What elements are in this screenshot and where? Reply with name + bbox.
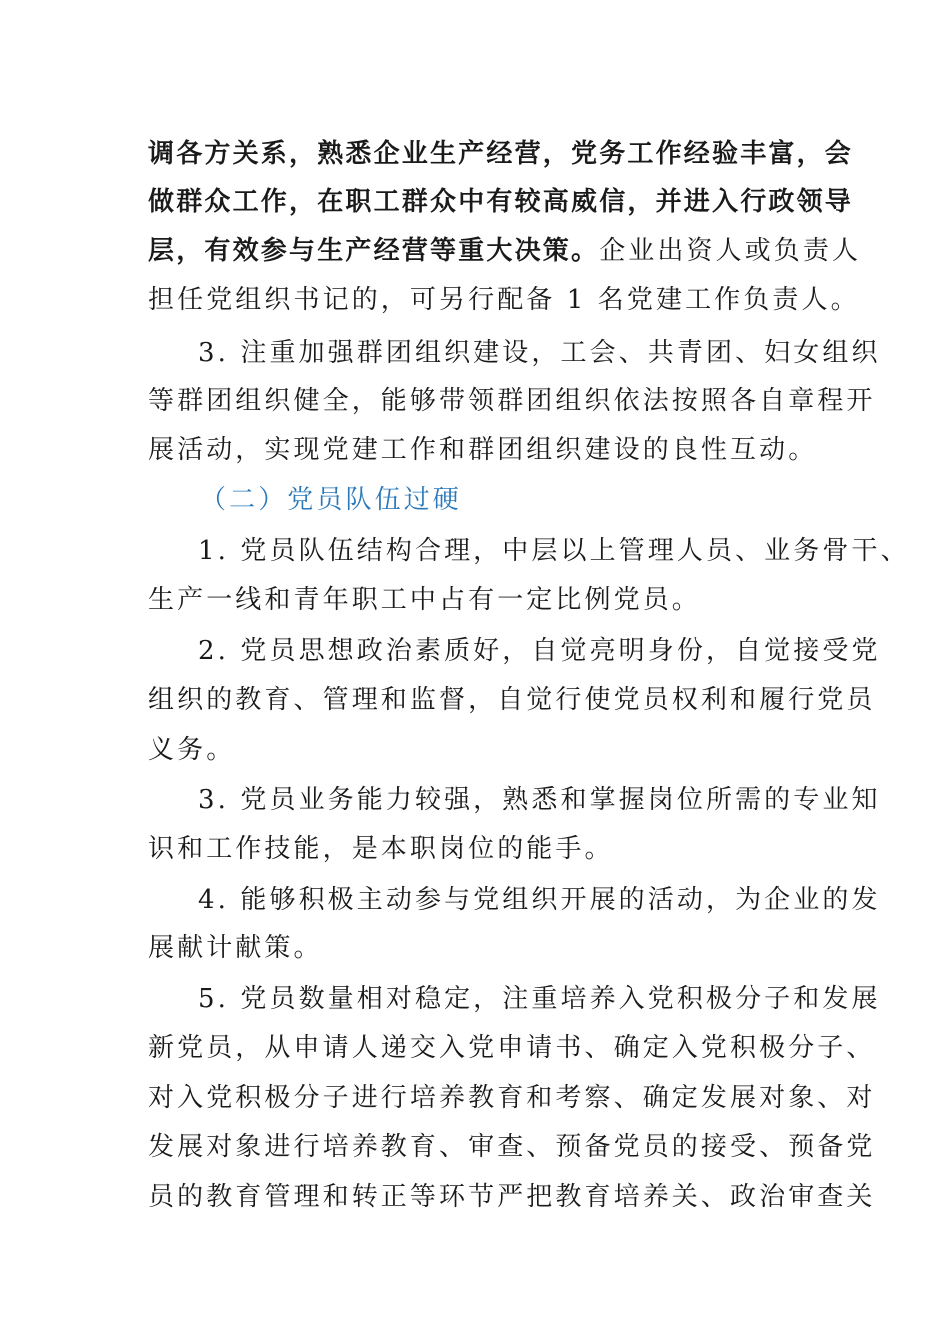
paragraph-line-22 <box>148 1177 876 1217</box>
normal-text: 展献计献策。 <box>148 933 323 963</box>
normal-text: 担任党组织书记的，可另行配备 1 名党建工作负责人。 <box>148 285 860 315</box>
heading-text: （二）党员队伍过硬 <box>200 485 462 515</box>
bold-text: 层，有效参与生产经营等重大决策。 <box>148 236 600 266</box>
normal-text: 展活动，实现党建工作和群团组织建设的良性互动。 <box>148 435 818 465</box>
section-heading <box>200 480 462 520</box>
paragraph-line-11 <box>198 631 881 671</box>
paragraph-line-15 <box>148 829 614 869</box>
bold-text: 做群众工作，在职工群众中有较高威信，并进入行政领导 <box>148 187 854 217</box>
bold-text: 调各方关系，熟悉企业生产经营，党务工作经验丰富，会 <box>148 139 854 169</box>
paragraph-line-16 <box>198 880 881 920</box>
normal-text: 4. 能够积极主动参与党组织开展的活动，为企业的发 <box>198 885 881 915</box>
paragraph-line-14 <box>198 780 881 820</box>
normal-text: 新党员，从申请人递交入党申请书、确定入党积极分子、 <box>148 1033 876 1063</box>
paragraph-line-10 <box>148 580 701 620</box>
paragraph-line-3 <box>148 231 861 271</box>
normal-text: 1. 党员队伍结构合理，中层以上管理人员、业务骨干、 <box>198 536 910 566</box>
normal-text: 5. 党员数量相对稳定，注重培养入党积极分子和发展 <box>198 984 881 1014</box>
normal-text: 组织的教育、管理和监督，自觉行使党员权利和履行党员 <box>148 685 876 715</box>
normal-text: 企业出资人或负责人 <box>599 236 862 266</box>
paragraph-line-13 <box>148 730 235 770</box>
normal-text: 3. 注重加强群团组织建设，工会、共青团、妇女组织 <box>198 338 881 368</box>
normal-text: 识和工作技能，是本职岗位的能手。 <box>148 834 614 864</box>
paragraph-line-12 <box>148 680 876 720</box>
paragraph-line-2 <box>148 182 853 222</box>
normal-text: 员的教育管理和转正等环节严把教育培养关、政治审查关 <box>148 1182 876 1212</box>
paragraph-line-19 <box>148 1028 876 1068</box>
paragraph-line-4 <box>148 280 860 320</box>
normal-text: 发展对象进行培养教育、审查、预备党员的接受、预备党 <box>148 1132 876 1162</box>
paragraph-line-18 <box>198 979 881 1019</box>
paragraph-line-9 <box>198 531 910 571</box>
paragraph-line-7 <box>148 430 817 470</box>
paragraph-line-17 <box>148 928 323 968</box>
paragraph-line-21 <box>148 1127 876 1167</box>
normal-text: 2. 党员思想政治素质好，自觉亮明身份，自觉接受党 <box>198 636 881 666</box>
normal-text: 对入党积极分子进行培养教育和考察、确定发展对象、对 <box>148 1083 876 1113</box>
normal-text: 生产一线和青年职工中占有一定比例党员。 <box>148 585 701 615</box>
paragraph-line-5 <box>198 333 881 373</box>
normal-text: 3. 党员业务能力较强，熟悉和掌握岗位所需的专业知 <box>198 785 881 815</box>
normal-text: 等群团组织健全，能够带领群团组织依法按照各自章程开 <box>148 386 876 416</box>
paragraph-line-20 <box>148 1078 876 1118</box>
normal-text: 义务。 <box>148 735 236 765</box>
paragraph-line-1 <box>148 134 853 174</box>
paragraph-line-6 <box>148 381 876 421</box>
